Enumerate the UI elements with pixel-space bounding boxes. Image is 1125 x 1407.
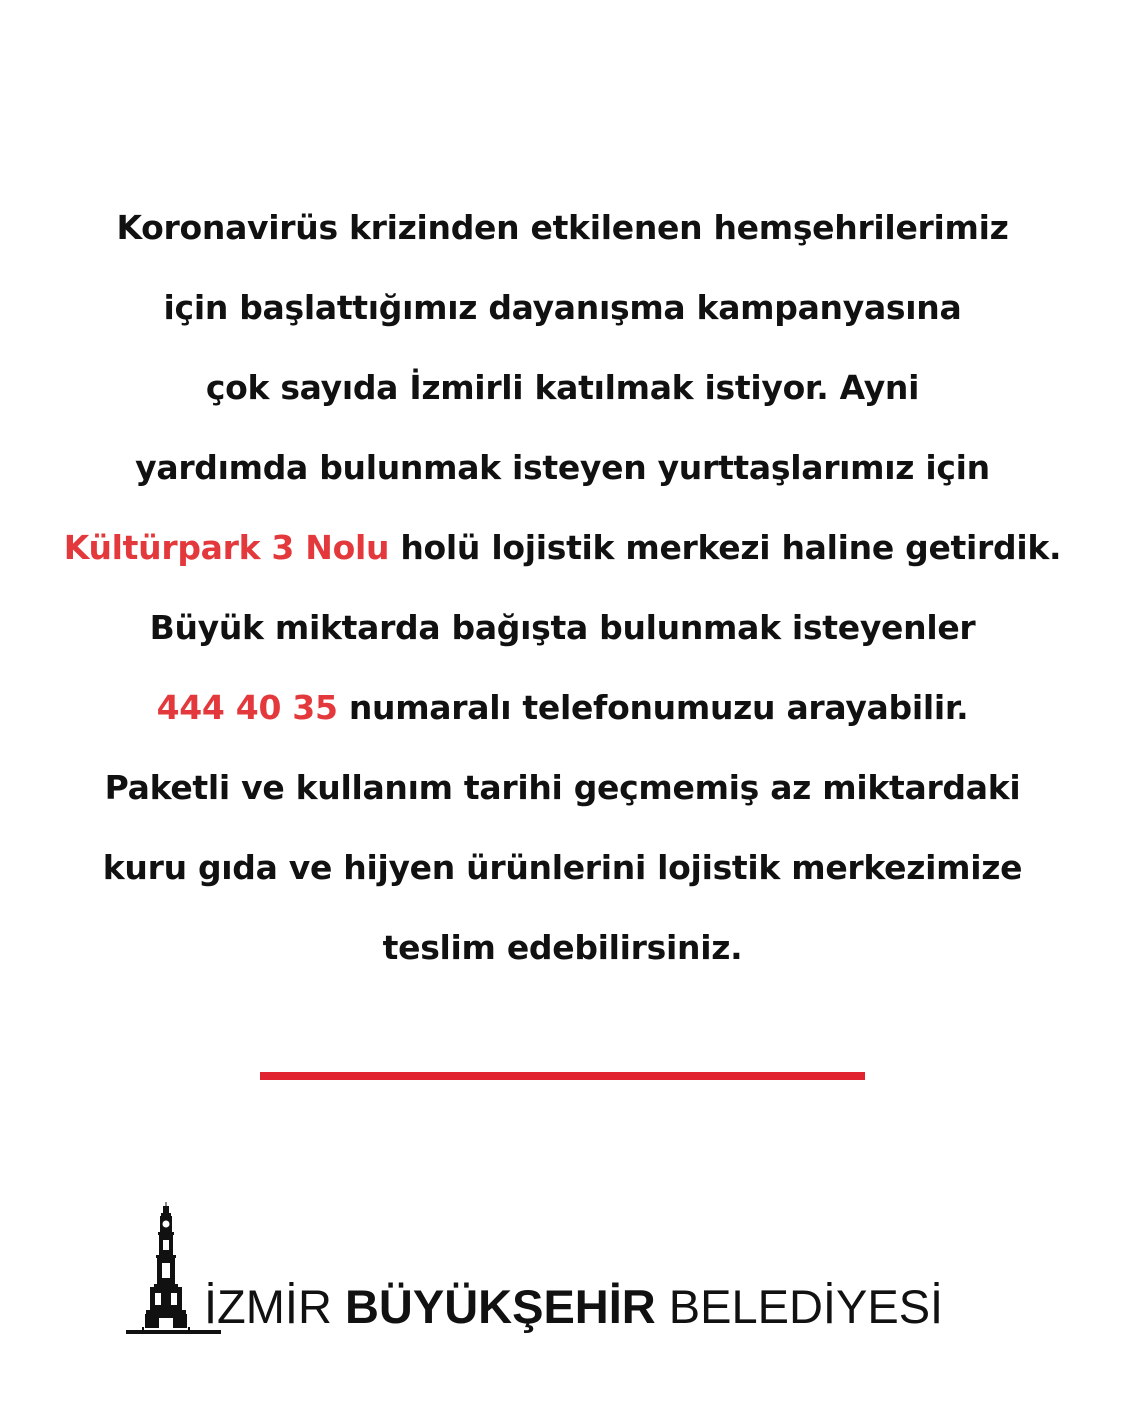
text-line-7 — [0, 668, 1125, 748]
phone-number: 444 40 35 — [156, 688, 338, 727]
text-line-8: Paketli ve kullanım tarihi geçmemiş az miktardaki — [104, 768, 1021, 807]
text-line-9: kuru gıda ve hijyen ürünlerini lojistik merkezimize — [102, 848, 1023, 887]
logo-text-buyuksehir: BÜYÜKŞEHİR — [344, 1280, 656, 1333]
izmir-municipality-logo — [126, 1200, 1006, 1335]
text-line-5-rest: holü lojistik merkezi haline getirdik. — [389, 528, 1062, 567]
logo-wordmark — [204, 1282, 943, 1332]
logo-text-izmir: İZMİR — [204, 1280, 345, 1333]
announcement-text — [0, 188, 1125, 988]
text-line-10: teslim edebilirsiniz. — [382, 928, 743, 967]
text-line-3: çok sayıda İzmirli katılmak istiyor. Ayni — [205, 368, 920, 407]
red-divider — [260, 1072, 865, 1080]
text-line-5 — [0, 508, 1125, 588]
logo-text-belediyesi: BELEDİYESİ — [655, 1280, 944, 1333]
text-line-1: Koronavirüs krizinden etkilenen hemşehrilerimiz — [116, 208, 1009, 247]
text-line-2: için başlattığımız dayanışma kampanyasına — [163, 288, 962, 327]
text-line-7-rest: numaralı telefonumuzu arayabilir. — [337, 688, 969, 727]
text-line-4: yardımda bulunmak isteyen yurttaşlarımız için — [135, 448, 990, 487]
text-line-6: Büyük miktarda bağışta bulunmak isteyenler — [149, 608, 976, 647]
location-highlight: Kültürpark 3 Nolu — [63, 528, 390, 567]
